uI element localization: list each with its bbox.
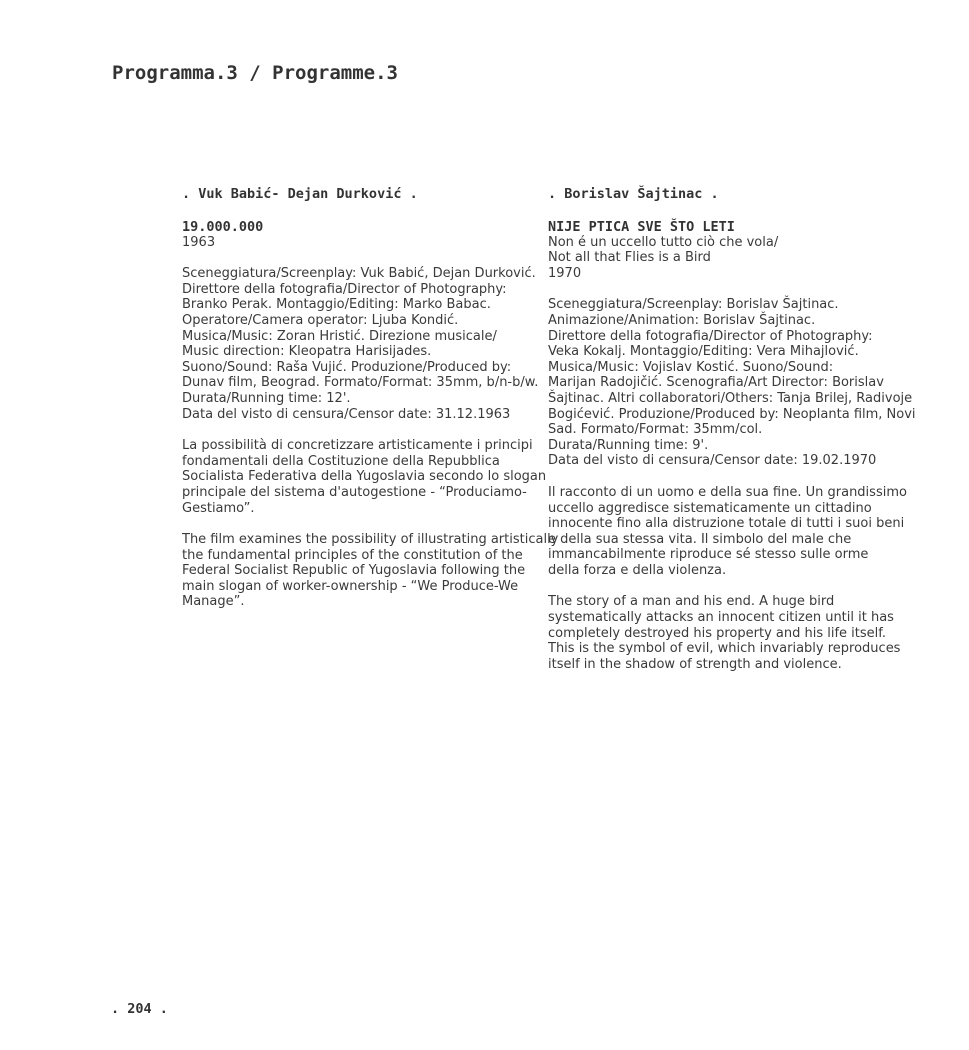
synopsis-line: e della sua stessa vita. Il simbolo del male che <box>548 531 852 547</box>
synopsis-line: Manage”. <box>182 594 245 610</box>
credit-line: Veka Kokalj. Montaggio/Editing: Vera Mihajlović. <box>548 344 859 360</box>
credit-line: Data del visto di censura/Censor date: 19.02.1970 <box>548 453 877 469</box>
credit-line: Direttore della fotografia/Director of Photography: <box>182 281 507 297</box>
synopsis-line: The film examines the possibility of illustrating artistically <box>182 532 559 548</box>
credit-line: Šajtinac. Altri collaboratori/Others: Tanja Brilej, Radivoje <box>548 390 913 406</box>
credit-line: Sad. Formato/Format: 35mm/col. <box>548 422 763 438</box>
film-title: NIJE PTICA SVE ŠTO LETI <box>548 218 735 235</box>
film-credits <box>182 266 539 422</box>
synopsis-line: completely destroyed his property and his life itself. <box>548 625 887 641</box>
synopsis-line: principale del sistema d'autogestione - “Produciamo- <box>182 484 527 500</box>
synopsis-line: the fundamental principles of the constitution of the <box>182 547 523 563</box>
credit-line: Bogićević. Produzione/Produced by: Neoplanta film, Novi <box>548 406 916 422</box>
synopsis-line: immancabilmente riproduce sé stesso sulle orme <box>548 547 869 563</box>
credit-line: Marijan Radojičić. Scenografia/Art Director: Borislav <box>548 375 884 391</box>
synopsis-line: This is the symbol of evil, which invariably reproduces <box>548 641 901 657</box>
credit-line: Branko Perak. Montaggio/Editing: Marko Babac. <box>182 297 491 313</box>
credit-line: Durata/Running time: 12'. <box>182 390 351 406</box>
synopsis-line: innocente fino alla distruzione totale di tutti i suoi beni <box>548 516 905 532</box>
page-title: Programma.3 / Programme.3 <box>112 62 398 84</box>
synopsis-line: itself in the shadow of strength and violence. <box>548 656 842 672</box>
film-credits <box>548 297 916 469</box>
credit-line: Music direction: Kleopatra Harisijades. <box>182 344 432 360</box>
film-entry-left <box>182 186 559 610</box>
credit-line: Data del visto di censura/Censor date: 31.12.1963 <box>182 406 511 422</box>
credit-line: Durata/Running time: 9'. <box>548 437 709 453</box>
film-entry-right <box>548 186 916 672</box>
credit-line: Operatore/Camera operator: Ljuba Kondić. <box>182 312 459 328</box>
synopsis-line: Gestiamo”. <box>182 500 255 516</box>
film-alt-title: Non é un uccello tutto ciò che vola/ <box>548 234 779 250</box>
synopsis-line: main slogan of worker-ownership - “We Produce-We <box>182 578 519 594</box>
synopsis-italian <box>182 438 547 516</box>
synopsis-line: The story of a man and his end. A huge bird <box>548 594 835 610</box>
film-year: 1970 <box>548 265 582 281</box>
synopsis-line: Socialista Federativa della Yugoslavia secondo lo slogan <box>182 469 547 485</box>
credit-line: Sceneggiatura/Screenplay: Vuk Babić, Dejan Durković. <box>182 266 536 282</box>
synopsis-line: Federal Socialist Republic of Yugoslavia following the <box>182 563 526 579</box>
synopsis-line: fondamentali della Costituzione della Repubblica <box>182 453 500 469</box>
synopsis-line: uccello aggredisce sistematicamente un cittadino <box>548 500 872 516</box>
credit-line: Musica/Music: Vojislav Kostić. Suono/Sound: <box>548 359 834 375</box>
synopsis-italian <box>548 484 907 579</box>
film-author: . Borislav Šajtinac . <box>548 186 719 202</box>
synopsis-english <box>182 532 559 610</box>
credit-line: Suono/Sound: Raša Vujić. Produzione/Produced by: <box>182 359 512 375</box>
credit-line: Direttore della fotografia/Director of Photography: <box>548 328 873 344</box>
credit-line: Musica/Music: Zoran Hristić. Direzione musicale/ <box>182 328 497 344</box>
credit-line: Animazione/Animation: Borislav Šajtinac. <box>548 312 816 328</box>
synopsis-line: della forza e della violenza. <box>548 562 727 578</box>
synopsis-line: systematically attacks an innocent citizen until it has <box>548 610 894 626</box>
film-year: 1963 <box>182 234 216 250</box>
synopsis-line: Il racconto di un uomo e della sua fine. Un grandissimo <box>548 484 907 500</box>
credit-line: Sceneggiatura/Screenplay: Borislav Šajtinac. <box>548 297 839 313</box>
page-number: . 204 . <box>111 1001 168 1017</box>
synopsis-line: La possibilità di concretizzare artisticamente i principi <box>182 438 533 454</box>
credit-line: Dunav film, Beograd. Formato/Format: 35mm, b/n-b/w. <box>182 375 539 391</box>
film-alt-title: Not all that Flies is a Bird <box>548 250 711 266</box>
synopsis-english <box>548 594 901 672</box>
film-author: . Vuk Babić- Dejan Durković . <box>182 186 418 202</box>
film-title: 19.000.000 <box>182 218 264 235</box>
